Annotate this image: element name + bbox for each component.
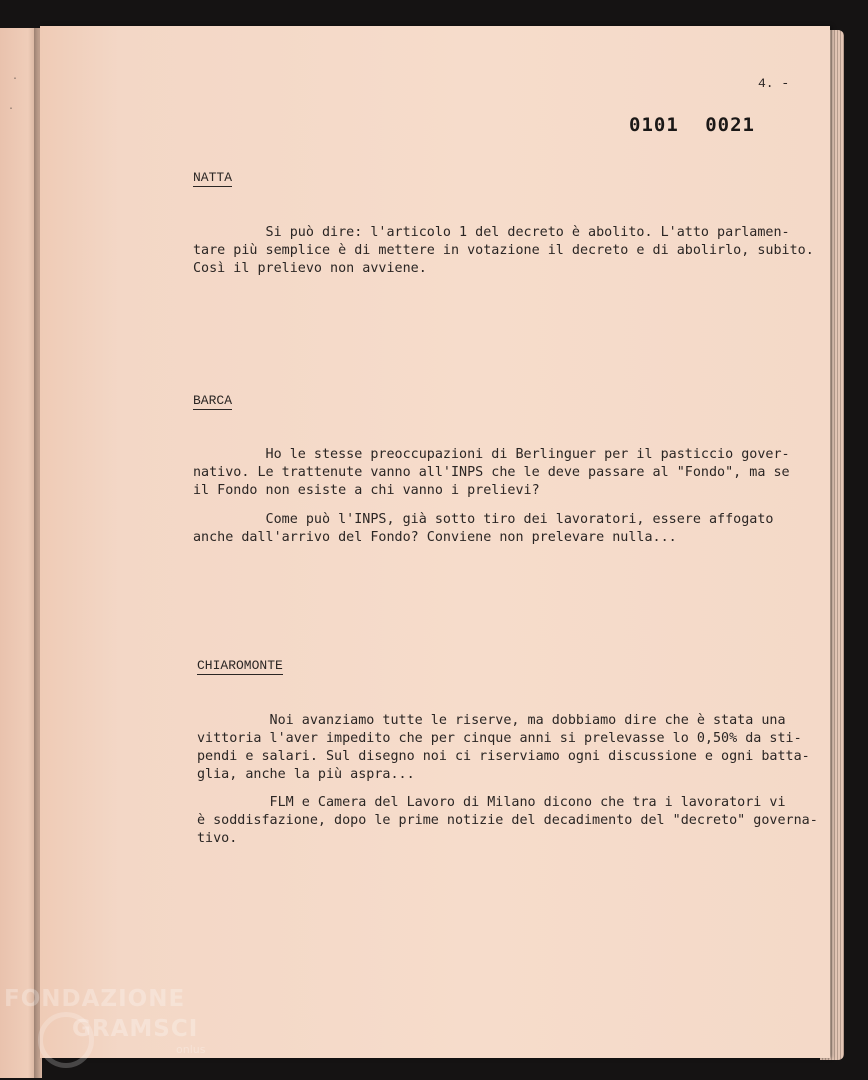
speaker-natta: NATTA — [193, 170, 233, 185]
page-number: 4. - — [758, 76, 790, 91]
watermark-line-2: GRAMSCI — [72, 1016, 199, 1042]
document-page — [40, 26, 830, 1058]
speaker-chiaromonte: CHIAROMONTE — [197, 658, 283, 673]
barca-paragraph-2: Come può l'INPS, già sotto tiro dei lavoratori, essere affogato anche dall'arrivo del Fondo? Conviene non prelevare nulla... — [193, 512, 774, 545]
chiaromonte-paragraph-2: FLM e Camera del Lavoro di Milano dicono che tra i lavoratori vi è soddisfazione, dopo le prime notizie del decadimento del "decreto" governa- tivo. — [197, 795, 818, 846]
archive-stamp: 0101 0021 — [629, 114, 755, 136]
watermark-line-1: FONDAZIONE — [4, 986, 186, 1012]
barca-paragraph-1: Ho le stesse preoccupazioni di Berlinguer per il pasticcio gover- nativo. Le trattenute vanno all'INPS che le deve passare al "Fondo", ma se il Fondo non esiste a chi vanno i prelievi? — [193, 447, 790, 498]
chiaromonte-paragraph-1: Noi avanziamo tutte le riserve, ma dobbiamo dire che è stata una vittoria l'aver impedito che per cinque anni si prelevasse lo 0,50% da sti- pendi e salari. Sul disegno noi ci riserviamo ogni discussione e ogni batta- glia, anche la più aspra... — [197, 713, 810, 782]
speaker-barca: BARCA — [193, 393, 233, 408]
page-speck: · — [8, 104, 15, 115]
natta-paragraph-1: Si può dire: l'articolo 1 del decreto è abolito. L'atto parlamen- tare più semplice è di mettere in votazione il decreto e di abolirlo, subito. Così il prelievo non avviene. — [193, 225, 814, 276]
page-speck: · — [12, 74, 19, 85]
watermark-line-3: onlus — [176, 1043, 206, 1056]
fondazione-gramsci-watermark — [4, 984, 205, 1056]
